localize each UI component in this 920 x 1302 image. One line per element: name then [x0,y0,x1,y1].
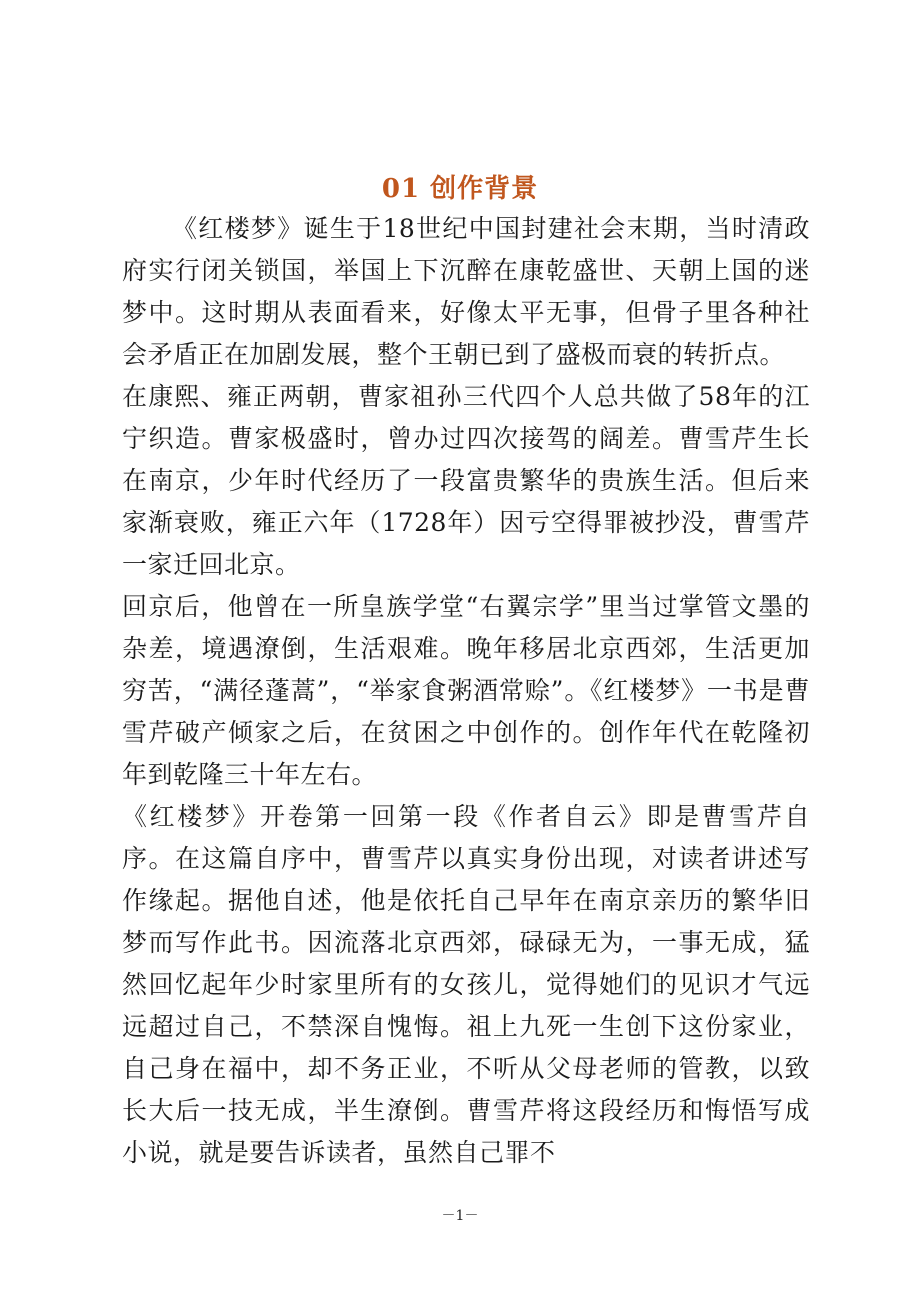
paragraph-1: 《红楼梦》诞生于18世纪中国封建社会末期，当时清政府实行闭关锁国，举国上下沉醉在康乾盛世、天朝上国的迷梦中。这时期从表面看来，好像太平无事，但骨子里各种社会矛盾正在加剧发展，整个王朝已到了盛极而衰的转折点。 [122,214,810,369]
paragraph-2: 在康熙、雍正两朝，曹家祖孙三代四个人总共做了58年的江宁织造。曹家极盛时，曾办过四次接驾的阔差。曹雪芹生长在南京，少年时代经历了一段富贵繁华的贵族生活。但后来家渐衰败，雍正六年（1728年）因亏空得罪被抄没，曹雪芹一家迁回北京。 [122,382,810,579]
paragraph-4: 《红楼梦》开卷第一回第一段《作者自云》即是曹雪芹自序。在这篇自序中，曹雪芹以真实身份出现，对读者讲述写作缘起。据他自述，他是依托自己早年在南京亲历的繁华旧梦而写作此书。因流落北京西郊，碌碌无为，一事无成，猛然回忆起年少时家里所有的女孩儿，觉得她们的见识才气远远超过自己，不禁深自愧悔。祖上九死一生创下这份家业，自己身在福中，却不务正业，不听从父母老师的管教，以致长大后一技无成，半生潦倒。曹雪芹将这段经历和悔悟写成小说，就是要告诉读者，虽然自己罪不 [122,802,810,1167]
section-title: 01 创作背景 [381,174,539,204]
paragraph-3: 回京后，他曾在一所皇族学堂“右翼宗学”里当过掌管文墨的杂差，境遇潦倒，生活艰难。晚年移居北京西郊，生活更加穷苦，“满径蓬蒿”，“举家食粥酒常赊”。《红楼梦》一书是曹雪芹破产倾家之后，在贫困之中创作的。创作年代在乾隆初年到乾隆三十年左右。 [122,592,810,789]
body-text [122,208,810,1174]
page-number: －1－ [441,1208,479,1224]
